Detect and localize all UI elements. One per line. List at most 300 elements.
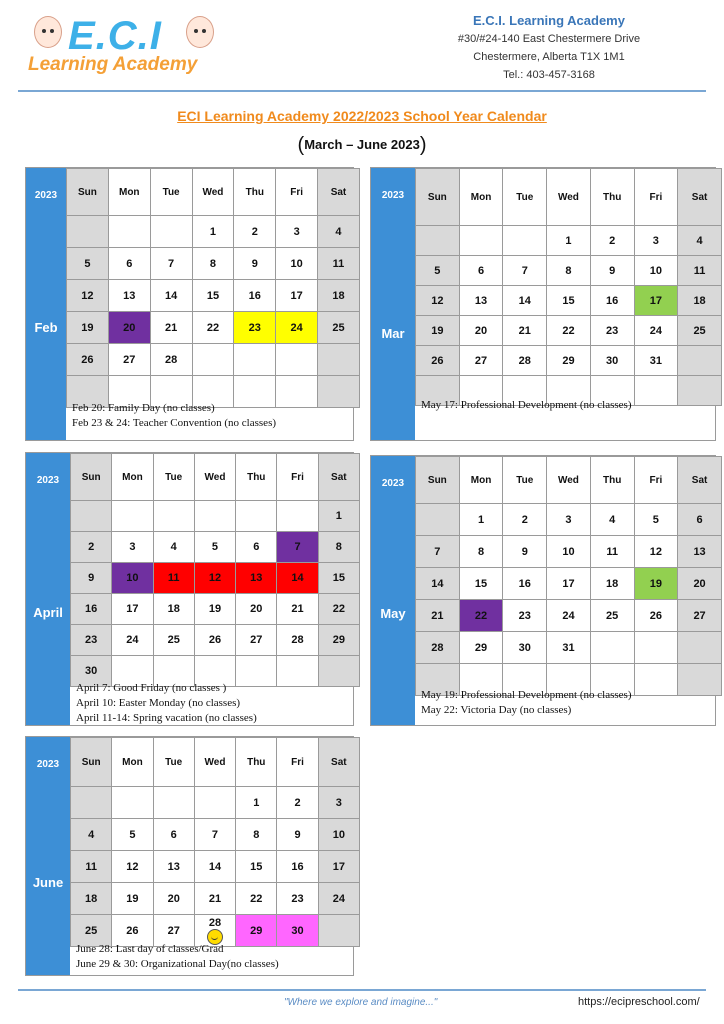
day-cell: 7 (150, 248, 192, 280)
day-cell: 21 (277, 594, 318, 625)
week-row (71, 594, 360, 625)
day-cell: 14 (150, 280, 192, 312)
week-row (416, 256, 722, 286)
day-cell: 8 (236, 819, 277, 851)
day-cell: 1 (236, 787, 277, 819)
day-cell: 25 (153, 625, 194, 656)
day-cell: 14 (503, 286, 547, 316)
day-cell (318, 376, 360, 408)
day-header: Mon (108, 169, 150, 216)
day-cell: 7 (503, 256, 547, 286)
week-row (416, 600, 722, 632)
note-line: Feb 20: Family Day (no classes) (72, 402, 215, 414)
day-cell (634, 376, 678, 406)
day-cell: 12 (194, 563, 235, 594)
day-cell: 2 (590, 226, 634, 256)
day-cell: 21 (503, 316, 547, 346)
day-cell: 27 (459, 346, 503, 376)
day-cell: 9 (503, 536, 547, 568)
logo-sub-text: Learning Academy (28, 54, 198, 75)
week-row (416, 536, 722, 568)
day-cell (634, 664, 678, 696)
day-header: Tue (153, 738, 194, 787)
day-cell: 25 (318, 312, 360, 344)
day-cell: 28 (416, 632, 460, 664)
day-header: Tue (150, 169, 192, 216)
day-cell (416, 504, 460, 536)
day-cell: 30 (71, 656, 112, 687)
day-cell: 24 (318, 883, 359, 915)
day-header: Sat (318, 738, 359, 787)
day-cell (678, 632, 722, 664)
day-cell: 3 (318, 787, 359, 819)
day-cell: 5 (67, 248, 109, 280)
day-cell: 20 (459, 316, 503, 346)
day-cell (234, 344, 276, 376)
day-cell: 10 (634, 256, 678, 286)
day-cell: 9 (234, 248, 276, 280)
day-cell: 17 (634, 286, 678, 316)
calendar-grid (70, 453, 360, 687)
day-header: Fri (276, 169, 318, 216)
day-cell: 10 (547, 536, 591, 568)
year-label: 2023 (381, 190, 405, 201)
calendar-june (25, 736, 354, 976)
day-cell: 19 (112, 883, 153, 915)
day-cell (192, 344, 234, 376)
page-title (0, 108, 724, 124)
day-header: Wed (192, 169, 234, 216)
day-cell (634, 632, 678, 664)
day-cell: 19 (194, 594, 235, 625)
day-header: Wed (194, 738, 235, 787)
day-cell: 26 (67, 344, 109, 376)
note-line: April 10: Easter Monday (no classes) (76, 697, 241, 709)
day-cell: 20 (678, 568, 722, 600)
day-cell: 6 (459, 256, 503, 286)
note-line: Feb 23 & 24: Teacher Convention (no classes) (72, 417, 277, 429)
day-cell: 6 (236, 532, 277, 563)
day-cell (678, 664, 722, 696)
note-line: May 22: Victoria Day (no classes) (421, 704, 572, 716)
day-cell: 27 (236, 625, 277, 656)
day-header: Sun (416, 169, 460, 226)
day-cell: 27 (678, 600, 722, 632)
child-face-icon (186, 16, 214, 48)
child-face-icon (34, 16, 62, 48)
day-cell: 19 (416, 316, 460, 346)
day-cell: 6 (108, 248, 150, 280)
day-cell: 14 (194, 851, 235, 883)
day-cell: 16 (503, 568, 547, 600)
day-cell: 4 (318, 216, 360, 248)
day-cell: 16 (590, 286, 634, 316)
week-row (71, 787, 360, 819)
week-row (71, 819, 360, 851)
day-cell: 8 (318, 532, 359, 563)
day-header: Mon (112, 454, 153, 501)
day-cell: 3 (112, 532, 153, 563)
footer-divider (18, 989, 706, 991)
day-header: Wed (547, 457, 591, 504)
day-header-row (71, 454, 360, 501)
day-cell: 23 (71, 625, 112, 656)
day-cell: 28 (150, 344, 192, 376)
day-cell: 13 (236, 563, 277, 594)
week-row (67, 312, 360, 344)
week-row (71, 501, 360, 532)
day-cell (503, 226, 547, 256)
day-header: Sun (71, 454, 112, 501)
week-row (416, 568, 722, 600)
day-header: Thu (590, 457, 634, 504)
day-cell: 18 (678, 286, 722, 316)
day-cell: 2 (71, 532, 112, 563)
day-cell: 15 (236, 851, 277, 883)
week-row (416, 286, 722, 316)
day-cell: 30 (503, 632, 547, 664)
day-cell: 2 (277, 787, 318, 819)
day-header: Fri (634, 457, 678, 504)
day-cell: 19 (67, 312, 109, 344)
day-cell: 9 (590, 256, 634, 286)
month-side-bar (26, 168, 66, 440)
day-cell (153, 501, 194, 532)
day-cell: 23 (234, 312, 276, 344)
day-cell: 23 (503, 600, 547, 632)
day-cell: 11 (318, 248, 360, 280)
day-cell: 10 (112, 563, 153, 594)
day-cell: 2 (503, 504, 547, 536)
day-cell (194, 501, 235, 532)
day-cell: 22 (192, 312, 234, 344)
page-subtitle: (March – June 2023) (297, 134, 427, 156)
year-label: 2023 (34, 190, 58, 201)
phone-number: Tel.: 403-457-3168 (503, 69, 595, 81)
note-line: April 7: Good Friday (no classes ) (76, 682, 227, 694)
day-cell: 3 (634, 226, 678, 256)
day-cell: 3 (276, 216, 318, 248)
school-name: E.C.I. Learning Academy (473, 13, 625, 28)
day-cell: 19 (634, 568, 678, 600)
day-cell: 27 (153, 915, 194, 947)
day-cell: 28 (277, 625, 318, 656)
day-cell (459, 226, 503, 256)
month-label: Mar (381, 326, 405, 341)
day-cell: 7 (277, 532, 318, 563)
footer-motto: "Where we explore and imagine..." (284, 997, 438, 1008)
school-logo (28, 10, 218, 78)
day-cell: 9 (277, 819, 318, 851)
day-cell: 29 (547, 346, 591, 376)
day-cell (276, 344, 318, 376)
note-line: April 11-14: Spring vacation (no classes) (76, 712, 257, 724)
day-cell: 15 (547, 286, 591, 316)
day-cell: 17 (318, 851, 359, 883)
week-row (71, 625, 360, 656)
year-label: 2023 (36, 759, 60, 770)
note-line: June 29 & 30: Organizational Day(no classes) (76, 958, 279, 970)
day-cell: 24 (634, 316, 678, 346)
day-cell: 28 (503, 346, 547, 376)
day-cell: 30 (277, 915, 318, 947)
day-cell: 21 (194, 883, 235, 915)
day-cell: 18 (153, 594, 194, 625)
day-cell (108, 216, 150, 248)
week-row (416, 504, 722, 536)
note-line: May 19: Professional Development (no classes) (421, 689, 632, 701)
day-header: Sun (416, 457, 460, 504)
day-cell: 31 (634, 346, 678, 376)
day-cell: 24 (112, 625, 153, 656)
calendar-notes (72, 401, 276, 431)
month-side-bar (26, 737, 70, 975)
day-cell: 14 (277, 563, 318, 594)
day-header: Thu (234, 169, 276, 216)
day-cell (67, 216, 109, 248)
day-cell (112, 501, 153, 532)
day-cell (236, 501, 277, 532)
day-cell: 25 (71, 915, 112, 947)
calendar-notes (76, 942, 279, 972)
day-cell (276, 376, 318, 408)
day-cell: 8 (459, 536, 503, 568)
day-cell: 13 (108, 280, 150, 312)
day-cell: 7 (416, 536, 460, 568)
note-line: May 17: Professional Development (no classes) (421, 399, 632, 411)
day-cell: 4 (71, 819, 112, 851)
day-cell: 26 (112, 915, 153, 947)
week-row (71, 563, 360, 594)
day-header: Mon (112, 738, 153, 787)
day-cell (318, 656, 359, 687)
day-cell: 24 (276, 312, 318, 344)
day-cell (277, 656, 318, 687)
year-label: 2023 (381, 478, 405, 489)
day-cell: 5 (634, 504, 678, 536)
day-header: Sun (71, 738, 112, 787)
day-cell: 31 (547, 632, 591, 664)
day-header: Tue (153, 454, 194, 501)
day-header: Sat (318, 454, 359, 501)
day-cell (318, 915, 359, 947)
day-cell: 29 (236, 915, 277, 947)
day-cell: 25 (590, 600, 634, 632)
school-address-block (419, 12, 679, 84)
day-header: Fri (277, 738, 318, 787)
calendar-grid (66, 168, 360, 408)
day-cell: 10 (318, 819, 359, 851)
day-header: Sun (67, 169, 109, 216)
note-line: June 28: Last day of classes/Grad (76, 943, 224, 955)
logo-main-text: E.C.I (68, 14, 162, 58)
day-cell: 15 (192, 280, 234, 312)
week-row (71, 851, 360, 883)
day-cell: 15 (318, 563, 359, 594)
calendar-april (25, 452, 354, 726)
day-cell: 16 (277, 851, 318, 883)
week-row (71, 883, 360, 915)
day-cell: 8 (192, 248, 234, 280)
day-cell: 26 (416, 346, 460, 376)
address-line-2: Chestermere, Alberta T1X 1M1 (473, 51, 625, 63)
day-cell: 22 (318, 594, 359, 625)
day-cell (678, 376, 722, 406)
page-title-text: ECI Learning Academy 2022/2023 School Year Calendar (177, 108, 547, 124)
day-cell: 18 (318, 280, 360, 312)
website-link[interactable]: https://ecipreschool.com/ (578, 996, 700, 1008)
day-cell: 13 (153, 851, 194, 883)
day-cell: 1 (547, 226, 591, 256)
day-cell: 23 (277, 883, 318, 915)
day-cell: 5 (194, 532, 235, 563)
calendar-grid (415, 456, 722, 696)
day-header: Fri (277, 454, 318, 501)
day-cell: 8 (547, 256, 591, 286)
day-cell: 11 (678, 256, 722, 286)
address-line-1: #30/#24-140 East Chestermere Drive (457, 33, 641, 45)
header-divider (18, 90, 706, 92)
day-cell (150, 216, 192, 248)
day-cell: 15 (459, 568, 503, 600)
day-header: Wed (194, 454, 235, 501)
day-cell: 13 (678, 536, 722, 568)
month-label: April (33, 605, 63, 620)
day-header: Tue (503, 457, 547, 504)
day-cell: 20 (153, 883, 194, 915)
day-cell: 18 (71, 883, 112, 915)
week-row (67, 280, 360, 312)
day-cell: 30 (590, 346, 634, 376)
day-cell (277, 501, 318, 532)
day-cell: 27 (108, 344, 150, 376)
day-cell: 12 (112, 851, 153, 883)
day-header: Thu (236, 738, 277, 787)
day-header: Thu (590, 169, 634, 226)
day-cell: 26 (194, 625, 235, 656)
day-cell: 17 (276, 280, 318, 312)
month-label: Feb (34, 320, 58, 335)
day-cell: 9 (71, 563, 112, 594)
day-cell: 24 (547, 600, 591, 632)
year-label: 2023 (36, 475, 60, 486)
day-cell: 20 (108, 312, 150, 344)
day-header-row (416, 457, 722, 504)
day-cell: 22 (236, 883, 277, 915)
day-cell: 21 (416, 600, 460, 632)
day-header: Mon (459, 457, 503, 504)
day-header: Tue (503, 169, 547, 226)
week-row (416, 226, 722, 256)
day-cell: 14 (416, 568, 460, 600)
day-cell: 5 (112, 819, 153, 851)
day-cell (590, 632, 634, 664)
month-side-bar (371, 456, 415, 725)
month-label: May (380, 606, 406, 621)
week-row (67, 344, 360, 376)
month-label: June (32, 875, 64, 890)
day-cell: 17 (547, 568, 591, 600)
day-number: 28 (208, 916, 222, 929)
calendar-february (25, 167, 354, 441)
day-cell: 1 (192, 216, 234, 248)
calendar-notes (421, 688, 631, 718)
day-cell: 4 (678, 226, 722, 256)
day-cell: 3 (547, 504, 591, 536)
week-row (416, 346, 722, 376)
day-cell: 26 (634, 600, 678, 632)
day-cell (678, 346, 722, 376)
subtitle-text: March – June 2023 (304, 137, 420, 152)
day-cell (71, 787, 112, 819)
week-row (416, 632, 722, 664)
day-header: Fri (634, 169, 678, 226)
day-cell: 16 (234, 280, 276, 312)
calendar-notes (421, 398, 631, 413)
day-cell: 17 (112, 594, 153, 625)
calendar-march (370, 167, 716, 441)
day-header: Sat (678, 457, 722, 504)
day-header: Sat (678, 169, 722, 226)
day-cell: 22 (459, 600, 503, 632)
day-cell: 13 (459, 286, 503, 316)
day-cell: 21 (150, 312, 192, 344)
day-cell (318, 344, 360, 376)
day-cell: 25 (678, 316, 722, 346)
week-row (67, 216, 360, 248)
calendar-may (370, 455, 716, 726)
day-cell (112, 787, 153, 819)
day-header: Thu (236, 454, 277, 501)
calendar-grid (70, 737, 360, 947)
day-cell: 6 (153, 819, 194, 851)
day-header-row (71, 738, 360, 787)
day-cell: 12 (67, 280, 109, 312)
month-side-bar (371, 168, 415, 440)
day-cell: 11 (71, 851, 112, 883)
day-cell: 11 (153, 563, 194, 594)
day-cell: 16 (71, 594, 112, 625)
day-header: Mon (459, 169, 503, 226)
day-cell: 4 (153, 532, 194, 563)
day-header-row (67, 169, 360, 216)
day-cell: 1 (318, 501, 359, 532)
day-cell: 7 (194, 819, 235, 851)
day-cell: 20 (236, 594, 277, 625)
day-cell: 1 (459, 504, 503, 536)
calendar-grid (415, 168, 722, 406)
day-cell: 2 (234, 216, 276, 248)
day-cell: 29 (318, 625, 359, 656)
day-cell: 10 (276, 248, 318, 280)
day-header: Wed (547, 169, 591, 226)
day-cell (194, 787, 235, 819)
day-cell (416, 226, 460, 256)
week-row (71, 532, 360, 563)
month-side-bar (26, 453, 70, 725)
day-header: Sat (318, 169, 360, 216)
day-cell: 11 (590, 536, 634, 568)
day-header-row (416, 169, 722, 226)
week-row (67, 248, 360, 280)
day-cell (153, 787, 194, 819)
day-cell: 4 (590, 504, 634, 536)
calendar-notes (76, 681, 257, 726)
day-cell: 6 (678, 504, 722, 536)
day-cell: 12 (416, 286, 460, 316)
day-cell: 22 (547, 316, 591, 346)
day-cell: 23 (590, 316, 634, 346)
